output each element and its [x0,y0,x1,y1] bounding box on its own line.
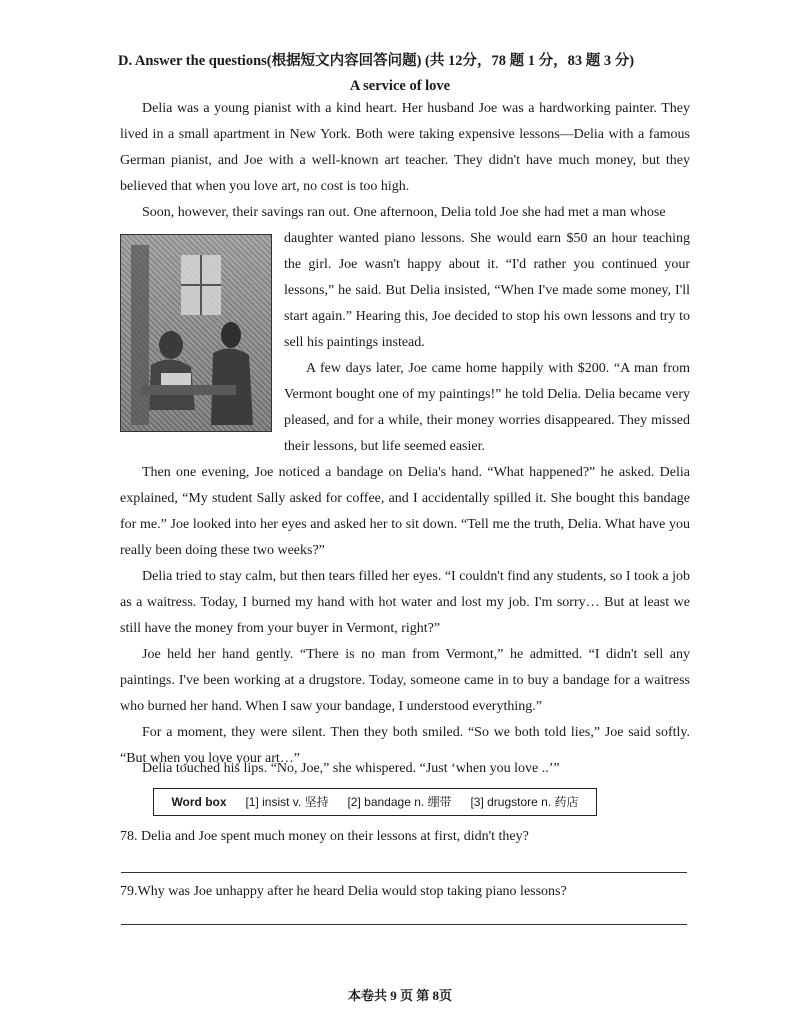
word-box [153,788,597,816]
paragraph-2-start: Soon, however, their savings ran out. One afternoon, Delia told Joe she had met a man whose [142,205,666,220]
paragraph-1: Delia was a young pianist with a kind heart. Her husband Joe was a hardworking painter. They lived in a small apartment in New York. Both were taking expensive lessons—Delia with a famous German pianist, and Joe with a well-known art teacher. They didn't have much money, but they believed that when you love art, no cost is too high. [120,101,690,194]
illustration-icon [121,235,271,431]
answer-line-79[interactable] [121,924,687,925]
question-78: 78. Delia and Joe spent much money on their lessons at first, didn't they? [120,829,529,844]
word-box-label: Word box [171,795,227,809]
paragraph-6: Joe held her hand gently. “There is no man from Vermont,” he admitted. “I didn't sell any paintings. I've been working at a drugstore. Today, someone came in to buy a bandage for a waitress who burned her hand. When I saw your bandage, I understood everything.” [120,647,690,714]
word-box-item: [2] bandage n. 绷带 [347,795,452,809]
paragraph-2-continued: daughter wanted piano lessons. She would earn $50 an hour teaching the girl. Joe wasn't happy about it. “I'd rather you continued your lessons,” he said. But Delia insisted, “When I've made some money, I'll start again.” Hearing this, Joe decided to stop his own lessons and try to sell his paintings instead. [284,231,690,350]
paragraph-3: A few days later, Joe came home happily with $200. “A man from Vermont bought one of my paintings!” he told Delia. Delia became very pleased, and for a while, their money worries disappeared. They missed their lessons, but life seemed easier. [284,361,690,454]
question-79: 79.Why was Joe unhappy after he heard Delia would stop taking piano lessons? [120,884,567,899]
paragraph-5: Delia tried to stay calm, but then tears filled her eyes. “I couldn't find any students, so I took a job as a waitress. Today, I burned my hand with hot water and lost my job. I'm sorry… But at least we still have the money from your buyer in Vermont, right?” [120,569,690,636]
answer-line-78[interactable] [121,872,687,873]
paragraph-4: Then one evening, Joe noticed a bandage on Delia's hand. “What happened?” he asked. Delia explained, “My student Sally asked for coffee, and I accidentally spilled it. She bought this bandage for me.” Joe looked into her eyes and asked her to sit down. “Tell me the truth, Delia. What have you really been doing these two weeks?” [120,465,690,558]
paragraph-7: For a moment, they were silent. Then they both smiled. “So we both told lies,” Joe said softly. “But when you love your art…” [120,725,690,766]
word-box-item: [3] drugstore n. 药店 [470,795,579,809]
word-box-item: [1] insist v. 坚持 [245,795,329,809]
paragraph-8: Delia touched his lips. “No, Joe,” she whispered. “Just ‘when you love ..’” [142,761,560,776]
illustration-picture [120,234,272,432]
page-footer: 本卷共 9 页 第 8页 [347,988,452,1003]
section-heading: D. Answer the questions(根据短文内容回答问题) (共 12分，78 题 1 分，83 题 3 分) [118,53,635,69]
passage-title: A service of love [349,78,451,94]
